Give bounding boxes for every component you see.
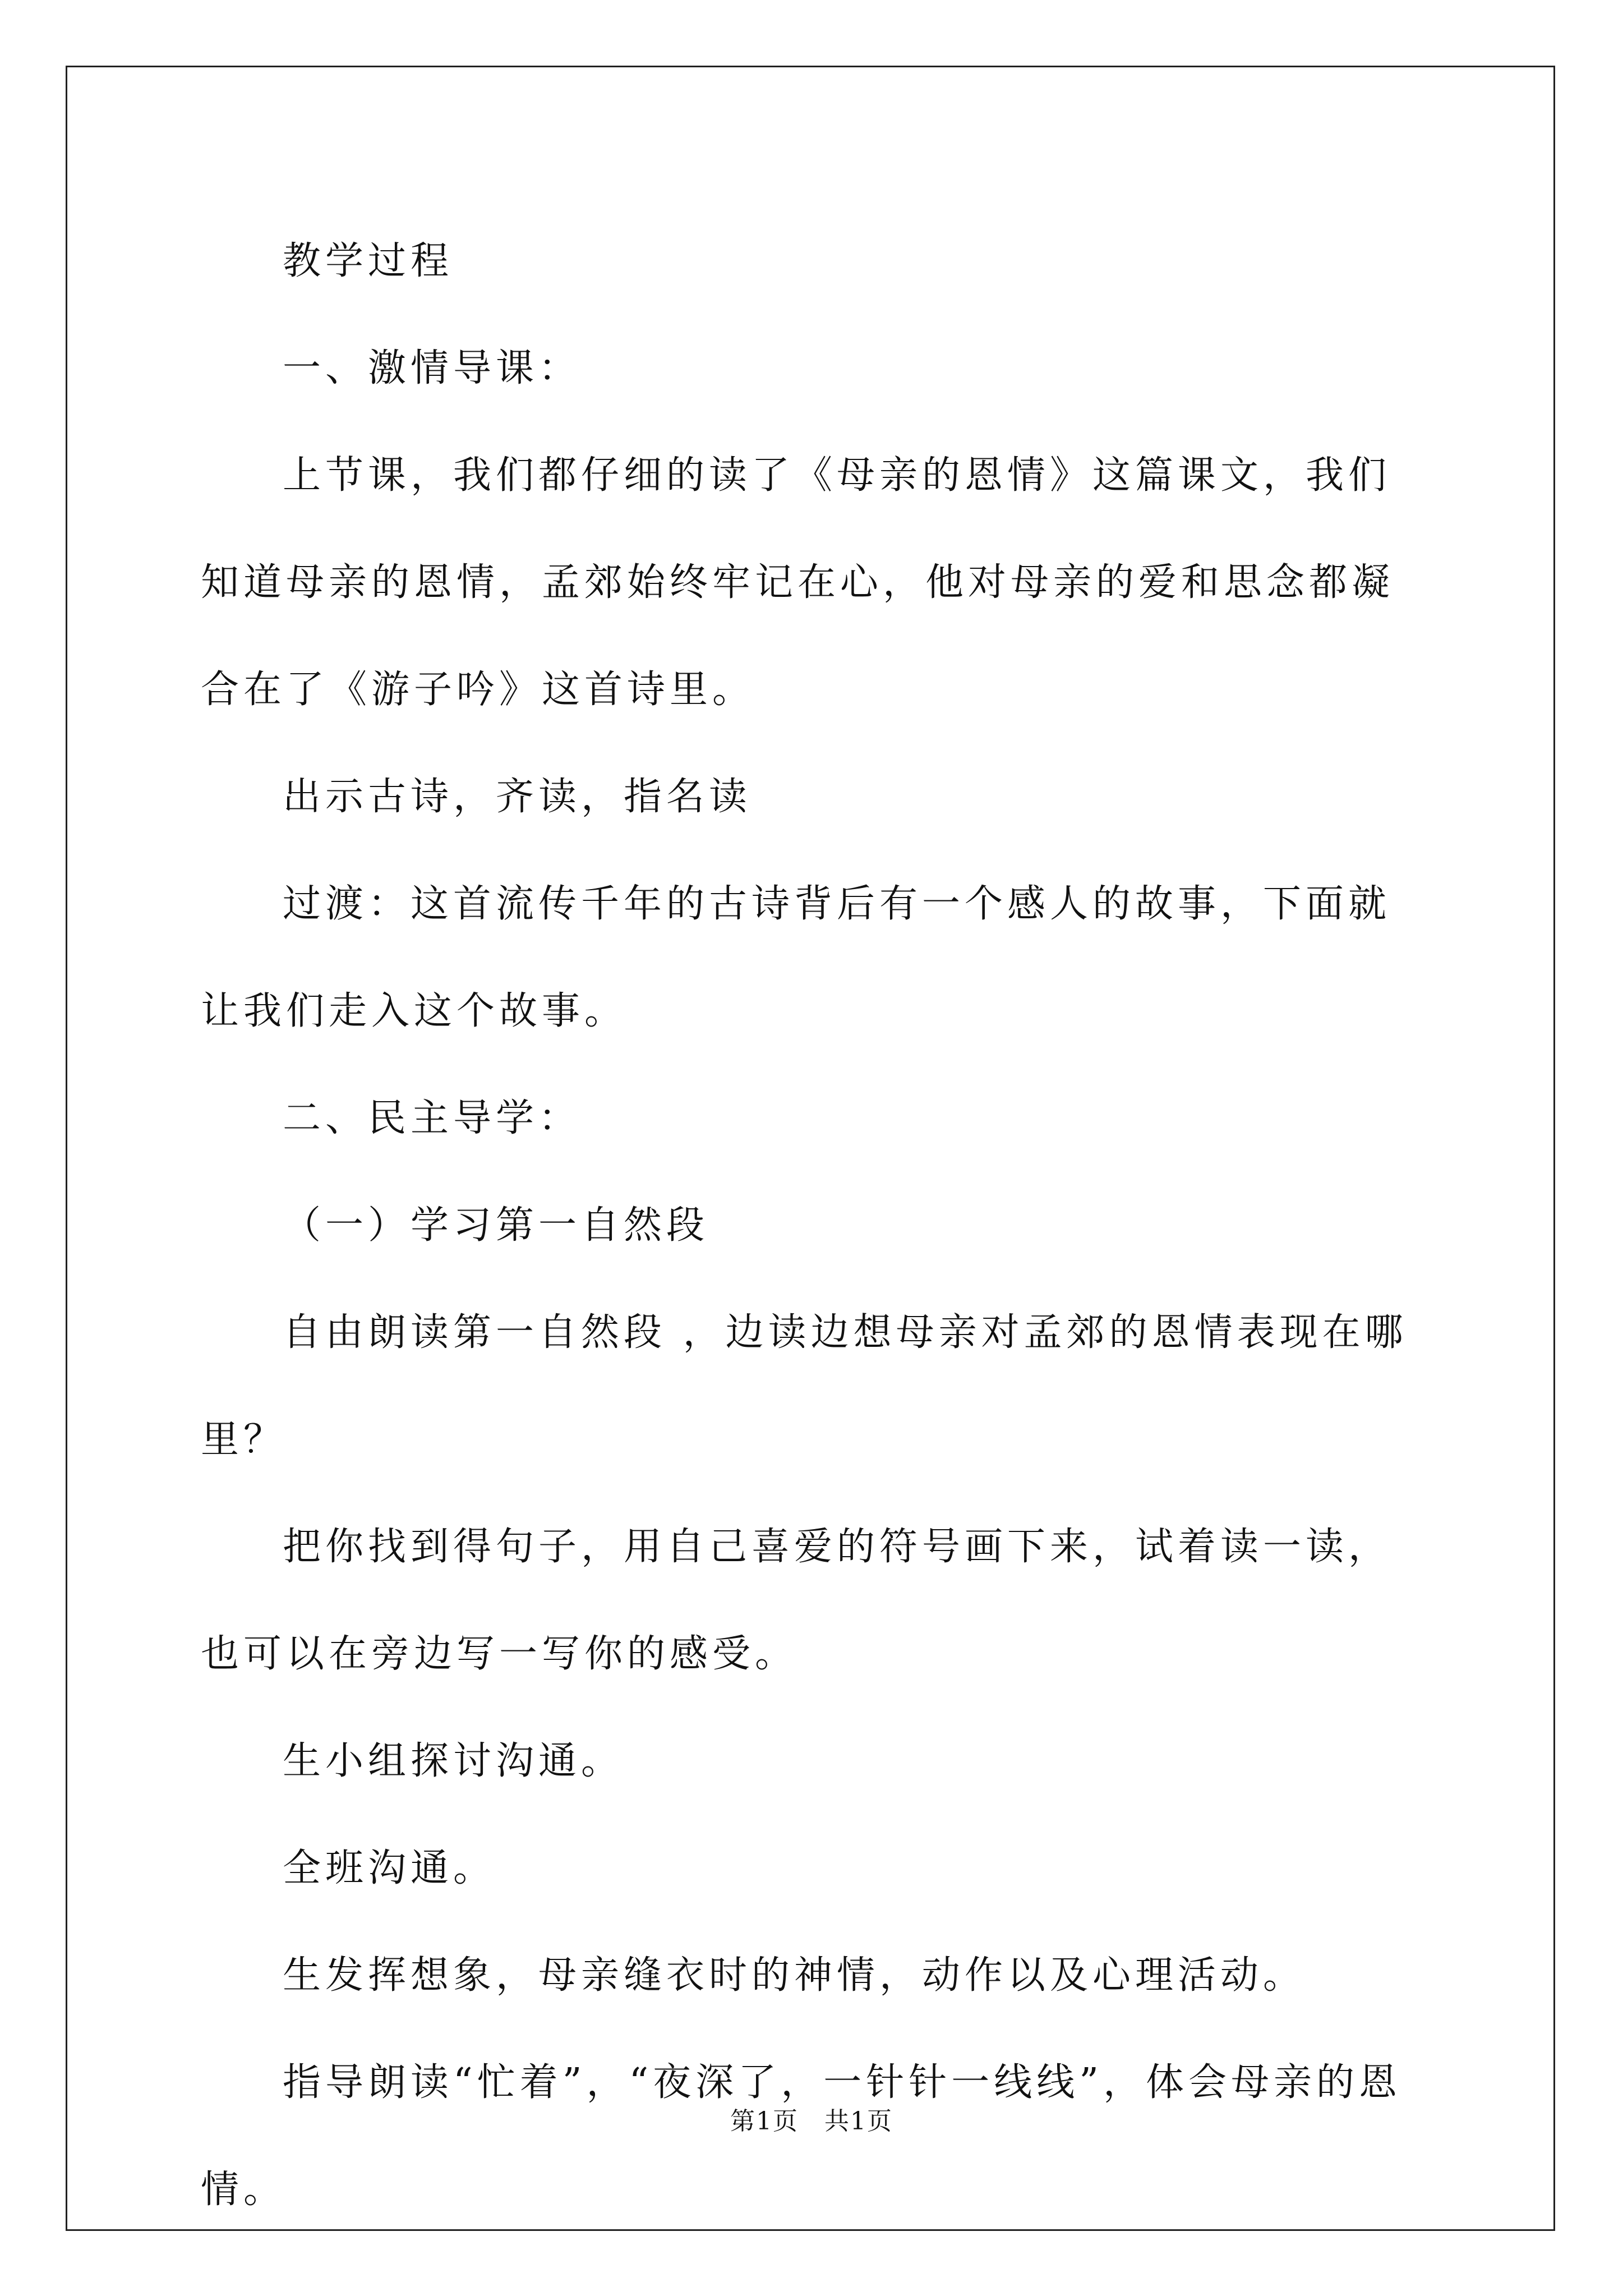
paragraph-free-reading: 自由朗读第一自然段 ，边读边想母亲对孟郊的恩情表现在哪里？ bbox=[201, 1310, 1408, 1462]
paragraph-imagination: 生发挥想象，母亲缝衣时的神情，动作以及心理活动。 bbox=[283, 1953, 1306, 1998]
paragraph-heading-process: 教学过程 bbox=[283, 239, 454, 283]
page-footer: 第1页 共1页 bbox=[730, 2107, 893, 2136]
paragraph-group-discussion: 生小组探讨沟通。 bbox=[283, 1739, 624, 1783]
paragraph-section-two: 二、民主导学： bbox=[283, 1096, 582, 1140]
paragraph-guided-reading: 指导朗读“忙着”，“夜深了，一针针一线线”，体会母亲的恩情。 bbox=[201, 2060, 1402, 2212]
paragraph-class-discussion: 全班沟通。 bbox=[283, 1846, 496, 1890]
document-body bbox=[201, 208, 1429, 2243]
paragraph-transition: 过渡：这首流传千年的古诗背后有一个感人的故事，下面就让我们走入这个故事。 bbox=[201, 882, 1391, 1033]
paragraph-intro: 上节课，我们都仔细的读了《母亲的恩情》这篇课文，我们知道母亲的恩情，孟郊始终牢记在心，他对母亲的爱和思念都凝合在了《游子吟》这首诗里。 bbox=[201, 453, 1395, 712]
paragraph-subsection-one: （一）学习第一自然段 bbox=[283, 1203, 709, 1248]
paragraph-find-sentences: 把你找到得句子，用自己喜爱的符号画下来，试着读一读，也可以在旁边写一写你的感受。 bbox=[201, 1525, 1391, 1676]
paragraph-show-poem: 出示古诗，齐读，指名读 bbox=[283, 775, 752, 819]
paragraph-section-one: 一、激情导课： bbox=[283, 346, 582, 390]
